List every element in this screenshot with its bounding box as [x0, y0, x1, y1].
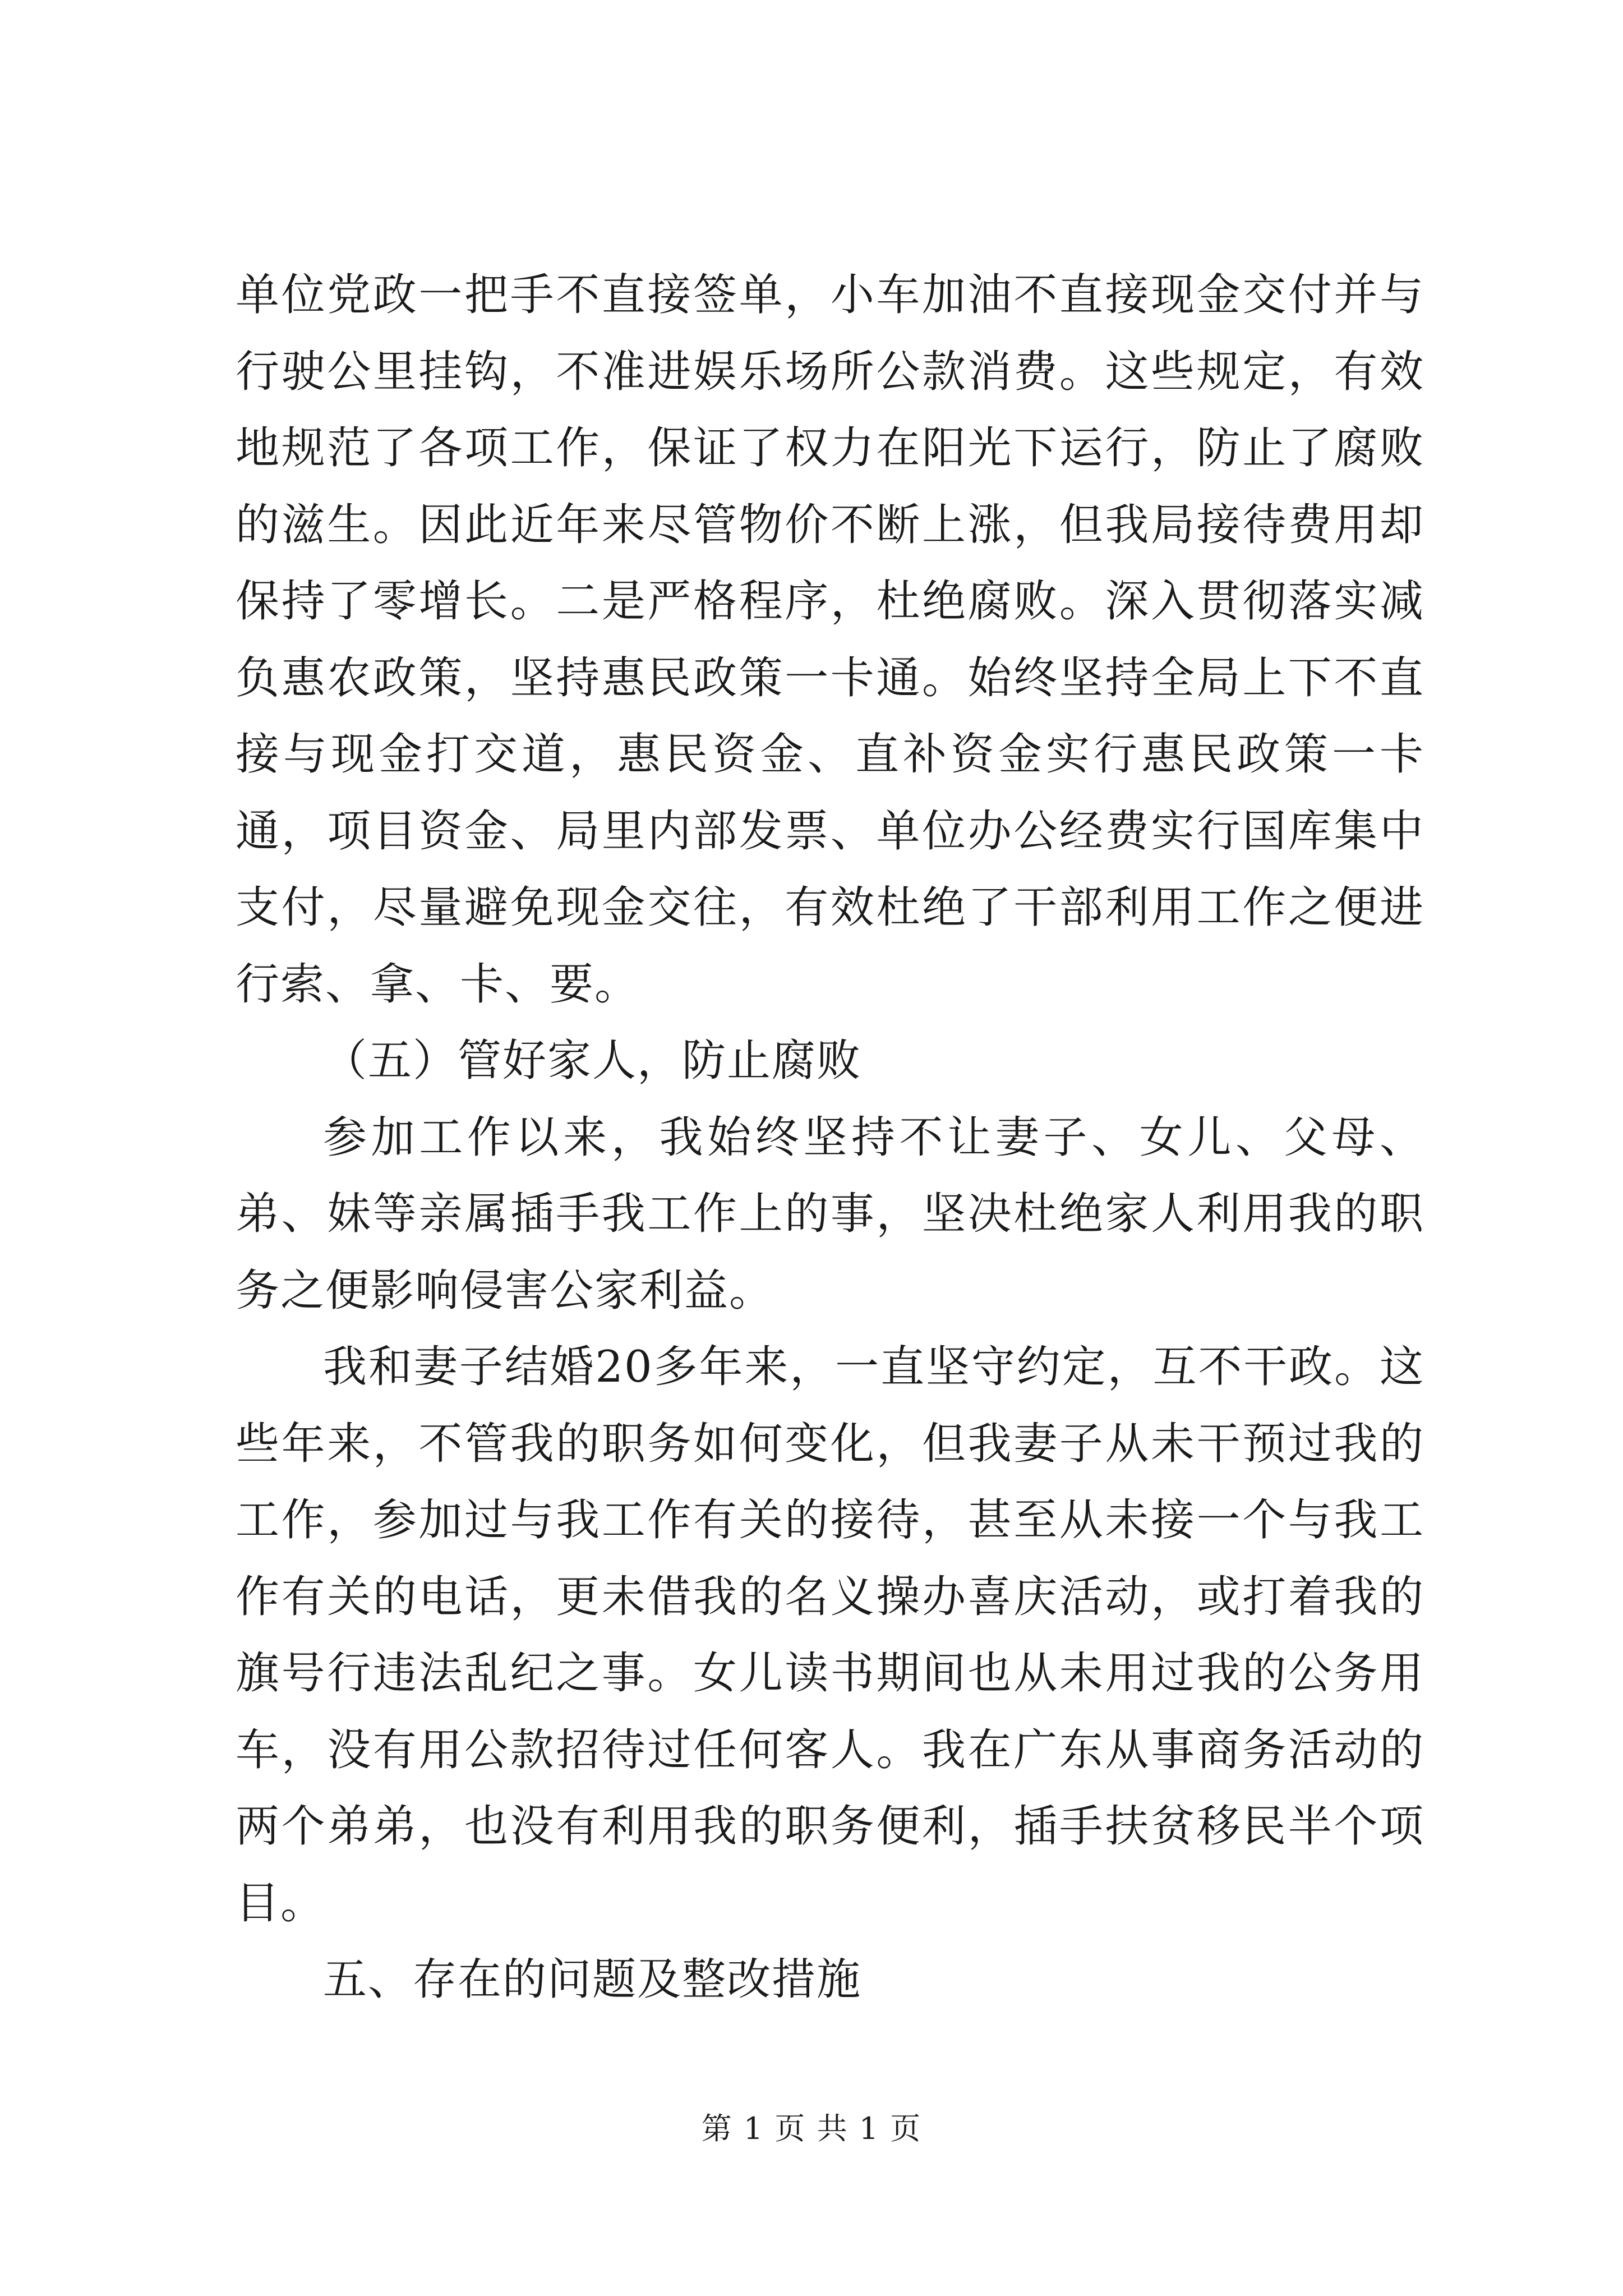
- paragraph-continuation: 单位党政一把手不直接签单，小车加油不直接现金交付并与行驶公里挂钩，不准进娱乐场所公款消费。这些规定，有效地规范了各项工作，保证了权力在阳光下运行，防止了腐败的滋生。因此近年来尽管物价不断上涨，但我局接待费用却保持了零增长。二是严格程序，杜绝腐败。深入贯彻落实减负惠农政策，坚持惠民政策一卡通。始终坚持全局上下不直接与现金打交道，惠民资金、直补资金实行惠民政策一卡通，项目资金、局里内部发票、单位办公经费实行国库集中支付，尽量避免现金交往，有效杜绝了干部利用工作之便进行索、拿、卡、要。: [236, 270, 1424, 1010]
- page-footer: 第 1 页 共 1 页: [701, 2111, 922, 2146]
- chapter-heading-problems: 五、存在的问题及整改措施: [323, 1954, 862, 2005]
- paragraph-family-detail: 我和妻子结婚20多年来，一直坚守约定，互不干政。这些年来，不管我的职务如何变化，但我妻子从未干预过我的工作，参加过与我工作有关的接待，甚至从未接一个与我工作有关的电话，更未借我的名义操办喜庆活动，或打着我的旗号行违法乱纪之事。女儿读书期间也从未用过我的公务用车，没有用公款招待过任何客人。我在广东从事商务活动的两个弟弟，也没有利用我的职务便利，插手扶贫移民半个项目。: [236, 1342, 1424, 1929]
- paragraph-family-intro: 参加工作以来，我始终坚持不让妻子、女儿、父母、弟、妹等亲属插手我工作上的事，坚决杜绝家人利用我的职务之便影响侵害公家利益。: [236, 1112, 1424, 1316]
- section-heading-five: （五）管好家人，防止腐败: [323, 1036, 862, 1086]
- document-body: [236, 257, 1424, 2018]
